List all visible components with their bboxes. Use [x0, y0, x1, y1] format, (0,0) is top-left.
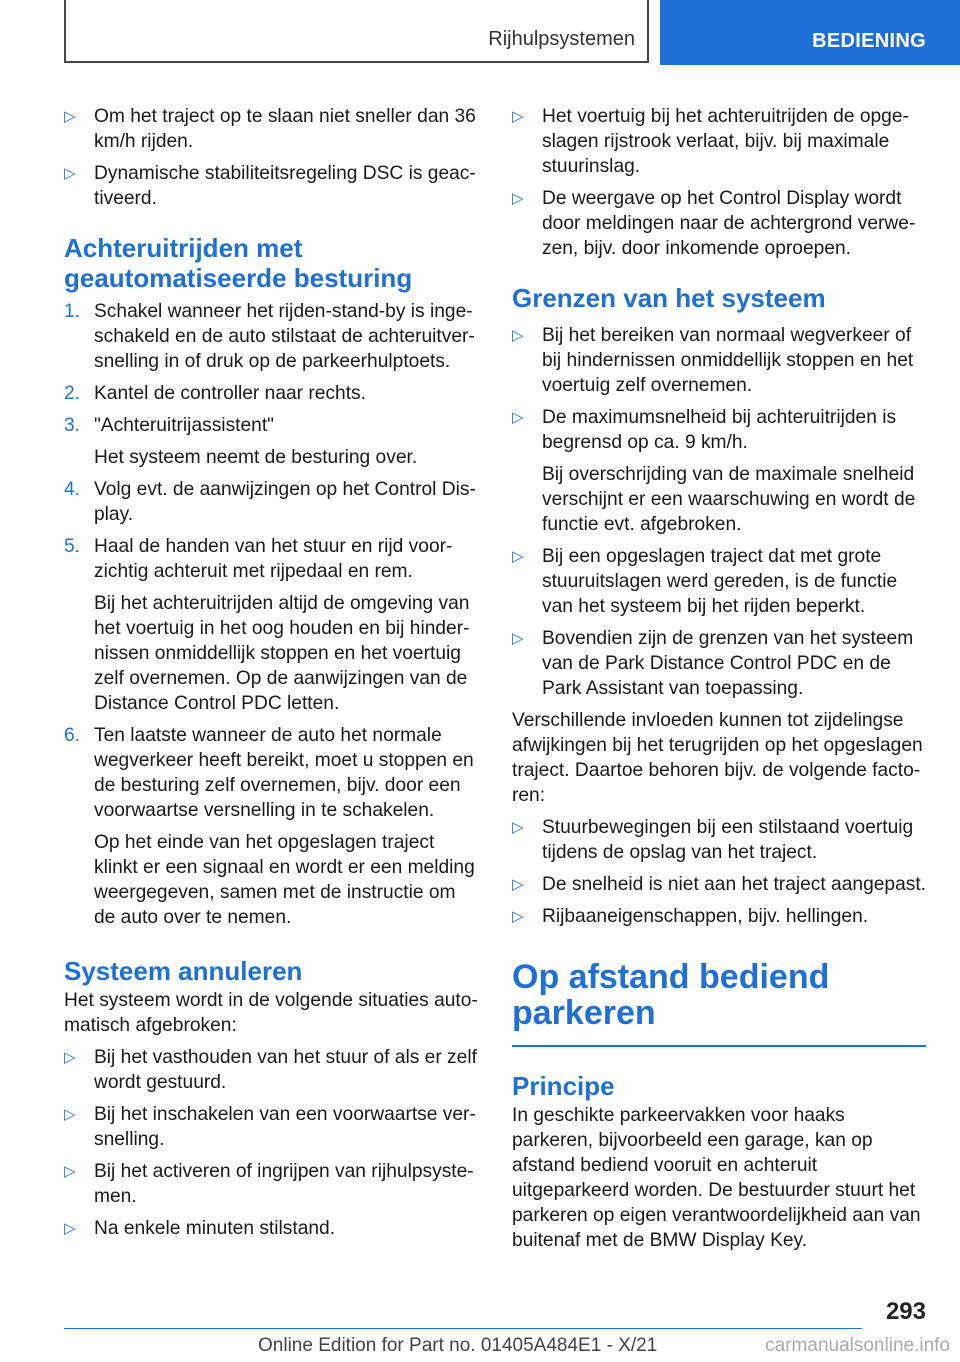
triangle-bullet-icon: ▷: [512, 108, 524, 125]
step-item: 6. Ten laatste wanneer de auto het normale wegverkeer heeft bereikt, moet u stoppen en de besturing zelf overnemen, bijv. door een voorwaartse versnelling in te schakelen. Op het einde van het opgeslagen traject klinkt er een signaal en wordt er een melding weergegeven, samen met de instructie om de auto over te nemen.: [64, 725, 475, 928]
header-chapter-box: [64, 0, 649, 63]
triangle-bullet-icon: ▷: [512, 190, 524, 207]
section-title: BEDIENING: [812, 30, 926, 52]
step-item: 1. Schakel wanneer het rijden-stand-by is ingeschakeld en de auto stilstaat de achteruitversnelling in of druk op de parkeerhulptoets.: [64, 301, 475, 372]
step-item: 4. Volg evt. de aanwijzingen op het Control Display.: [64, 479, 476, 525]
section-heading: Achteruitrijden met geautomatiseerde besturing: [64, 233, 413, 293]
section-heading: Systeem annuleren: [64, 956, 303, 986]
footer-edition: Online Edition for Part no. 01405A484E1 - X/21: [258, 1335, 658, 1356]
page-number: 293: [885, 1298, 926, 1325]
list-item: ▷ Bovendien zijn de grenzen van het systeem van de Park Distance Control PDC en de Park Assistant van toepassing.: [512, 628, 914, 699]
list-item: ▷ De snelheid is niet aan het traject aangepast.: [512, 874, 927, 895]
footer-divider: [64, 1328, 862, 1329]
triangle-bullet-icon: ▷: [64, 1163, 76, 1180]
section-heading: Principe: [512, 1071, 615, 1101]
triangle-bullet-icon: ▷: [512, 908, 524, 925]
triangle-bullet-icon: ▷: [64, 1049, 76, 1066]
list-item: ▷ Bij het activeren of ingrijpen van rijhulpsystemen.: [64, 1161, 474, 1207]
triangle-bullet-icon: ▷: [512, 630, 524, 647]
triangle-bullet-icon: ▷: [64, 1106, 76, 1123]
list-item: ▷ Bij het vasthouden van het stuur of als er zelf wordt gestuurd.: [64, 1047, 477, 1093]
triangle-bullet-icon: ▷: [512, 876, 524, 893]
step-item: 3. "Achteruitrijassistent" Het systeem neemt de besturing over.: [64, 415, 418, 468]
triangle-bullet-icon: ▷: [512, 409, 524, 426]
chapter-heading: Op afstand bediend parkeren: [512, 958, 830, 1032]
paragraph: In geschikte parkeervakken voor haaks parkeren, bijvoorbeeld een garage, kan op afstand bediend vooruit en achteruit uitgeparkeerd worden. De bestuurder stuurt het parkeren op eigen verantwoordelijkheid aan van buitenaf met de BMW Display Key.: [512, 1105, 921, 1251]
list-item: ▷ Na enkele minuten stilstand.: [64, 1218, 336, 1239]
list-item: ▷ Bij het inschakelen van een voorwaartse versnelling.: [64, 1104, 476, 1150]
triangle-bullet-icon: ▷: [64, 165, 76, 182]
paragraph: Het systeem wordt in de volgende situaties automatisch afgebroken:: [64, 990, 478, 1036]
left-column: [64, 104, 478, 1248]
list-item: ▷ De maximumsnelheid bij achteruitrijden is begrensd op ca. 9 km/h. Bij overschrijding van de maximale snelheid verschijnt er een waarschuwing en wordt de functie evt. afgebroken.: [512, 407, 916, 535]
triangle-bullet-icon: ▷: [512, 548, 524, 565]
list-item: ▷ De weergave op het Control Display wordt door meldingen naar de achtergrond verwezen, bijv. door inkomende oproepen.: [512, 188, 916, 259]
triangle-bullet-icon: ▷: [64, 1220, 76, 1237]
heading-divider: [512, 1045, 926, 1047]
list-item: ▷ Dynamische stabiliteitsregeling DSC is geactiveerd.: [64, 163, 476, 209]
paragraph: Verschillende invloeden kunnen tot zijdelingse afwijkingen bij het terugrijden op het opgeslagen traject. Daartoe behoren bijv. de volgende factoren:: [512, 710, 923, 806]
list-item: ▷ Stuurbewegingen bij een stilstaand voertuig tijdens de opslag van het traject.: [512, 817, 914, 863]
right-column: [512, 104, 926, 1260]
triangle-bullet-icon: ▷: [64, 108, 76, 125]
chapter-title: Rijhulpsystemen: [488, 28, 635, 50]
list-item: ▷ Bij het bereiken van normaal wegverkeer of bij hindernissen onmiddellijk stoppen en het voertuig zelf overnemen.: [512, 325, 914, 396]
header-section-tab: [660, 0, 960, 65]
step-item: 5. Haal de handen van het stuur en rijd voorzichtig achteruit met rijpedaal en rem. Bij het achteruitrijden altijd de omgeving van het voertuig in het oog houden en bij hindernissen onmiddellijk stoppen en het voertuig zelf overnemen. Op de aanwijzingen van de Distance Control PDC letten.: [64, 536, 470, 714]
list-item: ▷ Rijbaaneigenschappen, bijv. hellingen.: [512, 906, 869, 927]
list-item: ▷ Bij een opgeslagen traject dat met grote stuuruitslagen werd gereden, is de functie van het systeem bij het rijden beperkt.: [512, 546, 898, 617]
triangle-bullet-icon: ▷: [512, 327, 524, 344]
triangle-bullet-icon: ▷: [512, 819, 524, 836]
footer-watermark: carmanualsonline.info: [765, 1335, 950, 1356]
section-heading: Grenzen van het systeem: [512, 283, 826, 313]
list-item: ▷ Het voertuig bij het achteruitrijden de opgeslagen rijstrook verlaat, bijv. bij maximale stuurinslag.: [512, 106, 909, 177]
list-item: ▷ Om het traject op te slaan niet sneller dan 36 km/h rijden.: [64, 106, 476, 152]
step-item: 2. Kantel de controller naar rechts.: [64, 383, 366, 404]
